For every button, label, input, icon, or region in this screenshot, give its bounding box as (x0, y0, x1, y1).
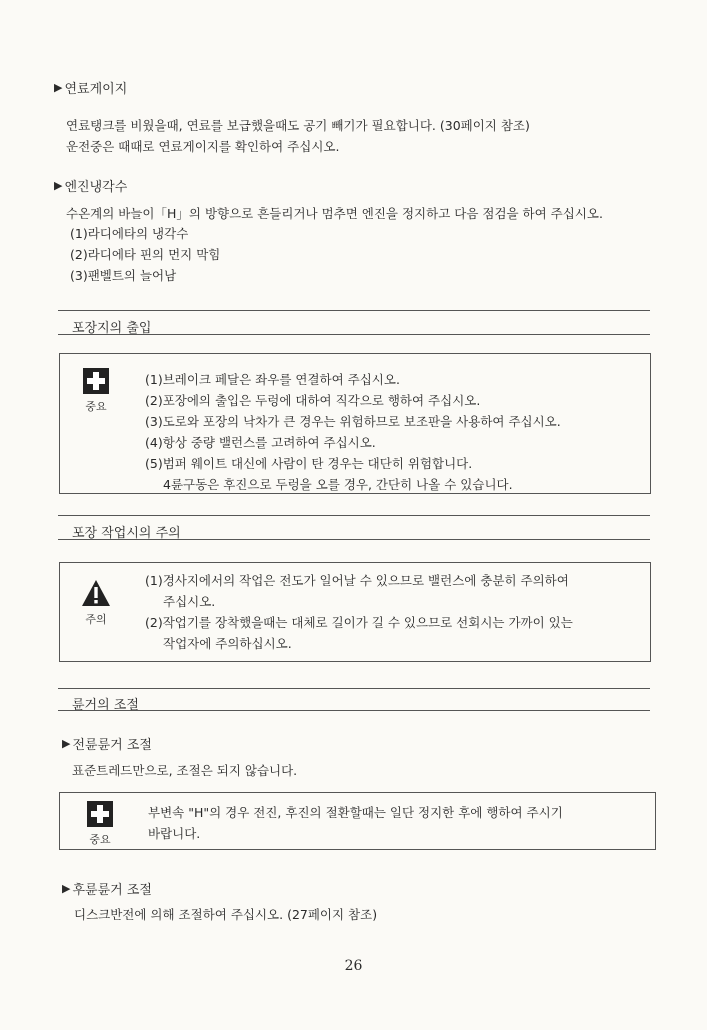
list-item: (1)브레이크 페달은 좌우를 연결하여 주십시오. (145, 372, 400, 387)
work-caution-title: 포장 작업시의 주의 (72, 526, 181, 541)
fuel-gauge-line: 운전중은 때때로 연료게이지를 확인하여 주십시오. (66, 139, 340, 154)
important-icon-cell (80, 801, 120, 847)
note-line: 부변속 "H"의 경우 전진, 후진의 절환할때는 일단 정지한 후에 행하여 주시기 (148, 805, 563, 820)
engine-cooling-heading-text: 엔진냉각수 (64, 180, 128, 195)
rear-track-text: 디스크반전에 의해 조절하여 주십시오. (27페이지 참조) (74, 907, 378, 922)
triangle-bullet-icon: ▶ (54, 179, 63, 192)
caution-label: 주의 (85, 613, 107, 626)
section-divider-top (58, 310, 650, 311)
paved-entry-notice-box (59, 353, 651, 494)
warning-triangle-icon (81, 579, 111, 607)
list-item: (2)작업기를 장착했을때는 대체로 길이가 길 수 있으므로 선회시는 가까이 있는 (145, 615, 573, 630)
list-item: (5)범퍼 웨이트 대신에 사람이 탄 경우는 대단히 위험합니다. (145, 456, 473, 471)
section-divider-bottom (58, 710, 650, 711)
wheel-track-notice-box (59, 792, 656, 850)
engine-cooling-heading (54, 176, 127, 195)
caution-icon-cell (76, 579, 116, 627)
page-number: 26 (344, 958, 363, 974)
triangle-bullet-icon: ▶ (62, 737, 71, 750)
paved-entry-list (145, 369, 561, 495)
front-track-text: 표준트레드만으로, 조절은 되지 않습니다. (72, 763, 298, 778)
work-caution-notice-box (59, 562, 651, 662)
section-divider-bottom (58, 334, 650, 335)
work-caution-list (145, 570, 573, 654)
list-item: (3)도로와 포장의 낙차가 큰 경우는 위험하므로 보조판을 사용하여 주십시오. (145, 414, 561, 429)
list-item: (2)포장에의 출입은 두렁에 대하여 직각으로 행하여 주십시오. (145, 393, 481, 408)
triangle-bullet-icon: ▶ (62, 882, 71, 895)
paved-entry-title: 포장지의 출입 (72, 321, 152, 336)
list-item-continuation: 주십시오. (163, 594, 216, 609)
important-label: 중요 (85, 400, 107, 413)
first-aid-cross-icon (87, 801, 113, 827)
triangle-bullet-icon: ▶ (54, 81, 63, 94)
list-item: (2)라디에타 핀의 먼지 막힘 (70, 247, 221, 262)
fuel-gauge-heading-text: 연료게이지 (64, 82, 128, 97)
list-item: (1)경사지에서의 작업은 전도가 일어날 수 있으므로 밸런스에 충분히 주의하여 (145, 573, 569, 588)
first-aid-cross-icon (83, 368, 109, 394)
section-divider-bottom (58, 539, 650, 540)
rear-track-heading (62, 879, 152, 898)
fuel-gauge-line: 연료탱크를 비웠을때, 연료를 보급했을때도 공기 빼기가 필요합니다. (30페이지 참조) (66, 118, 530, 133)
list-item: (3)팬벨트의 늘어남 (70, 268, 177, 283)
wheel-track-title: 륜거의 조절 (72, 698, 139, 713)
front-track-heading (62, 734, 152, 753)
rear-track-heading-text: 후륜륜거 조절 (72, 883, 152, 898)
wheel-track-note-text (148, 802, 563, 844)
important-label: 중요 (89, 833, 111, 846)
section-divider-top (58, 515, 650, 516)
engine-cooling-list (70, 223, 220, 286)
fuel-gauge-heading (54, 78, 127, 97)
list-item: (4)항상 중량 밸런스를 고려하여 주십시오. (145, 435, 376, 450)
list-item-continuation: 4륜구동은 후진으로 두렁을 오를 경우, 간단히 나올 수 있습니다. (163, 477, 513, 492)
note-line: 바랍니다. (148, 826, 201, 841)
engine-cooling-intro: 수온계의 바늘이「H」의 방향으로 흔들리거나 멈추면 엔진을 정지하고 다음 점검을 하여 주십시오. (66, 206, 603, 221)
list-item-continuation: 작업자에 주의하십시오. (163, 636, 292, 651)
important-icon-cell (76, 368, 116, 414)
section-divider-top (58, 688, 650, 689)
front-track-heading-text: 전륜륜거 조절 (72, 738, 152, 753)
list-item: (1)라디에타의 냉각수 (70, 226, 189, 241)
fuel-gauge-body (66, 115, 530, 157)
